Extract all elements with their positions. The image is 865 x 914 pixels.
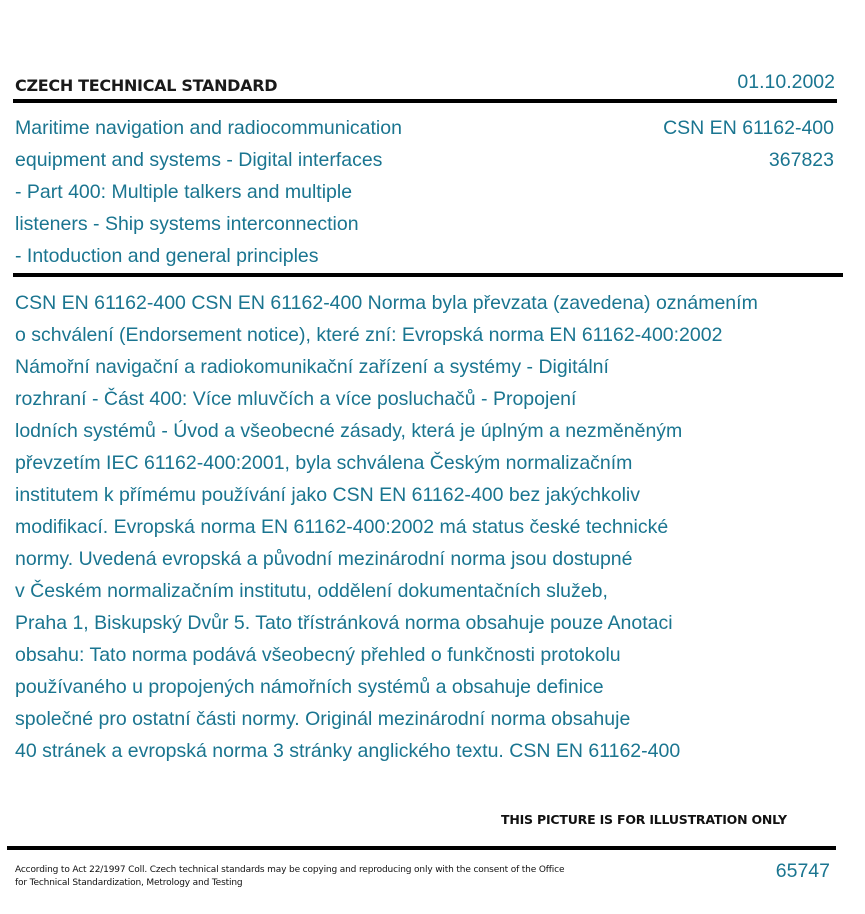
- body-line: používaného u propojených námořních systémů a obsahuje definice: [15, 676, 604, 698]
- legal-notice-line: for Technical Standardization, Metrology and Testing: [15, 878, 243, 888]
- title-line: equipment and systems - Digital interfaces: [15, 149, 383, 171]
- body-line: v Českém normalizačním institutu, oddělení dokumentačních služeb,: [15, 580, 608, 602]
- document-number: 65747: [775, 860, 830, 882]
- body-line: rozhraní - Část 400: Více mluvčích a více posluchačů - Propojení: [15, 388, 577, 410]
- body-line: převzetím IEC 61162-400:2001, byla schválena Českým normalizačním: [15, 452, 633, 474]
- illustration-disclaimer: THIS PICTURE IS FOR ILLUSTRATION ONLY: [501, 812, 787, 827]
- title-divider: [13, 273, 843, 277]
- body-line: o schválení (Endorsement notice), které zní: Evropská norma EN 61162-400:2002: [15, 324, 723, 346]
- body-line: Praha 1, Biskupský Dvůr 5. Tato třístránková norma obsahuje pouze Anotaci: [15, 612, 673, 634]
- header-divider: [13, 99, 837, 103]
- title-line: - Part 400: Multiple talkers and multiple: [15, 181, 353, 203]
- body-line: Námořní navigační a radiokomunikační zařízení a systémy - Digitální: [15, 356, 609, 378]
- body-line: normy. Uvedená evropská a původní mezinárodní norma jsou dostupné: [15, 548, 633, 570]
- legal-notice-line: According to Act 22/1997 Coll. Czech technical standards may be copying and reproducing only with the consent of the Office: [15, 865, 565, 875]
- standard-code: CSN EN 61162-400: [663, 117, 834, 139]
- body-line: modifikací. Evropská norma EN 61162-400:2002 má status české technické: [15, 516, 669, 538]
- title-line: Maritime navigation and radiocommunication: [15, 117, 402, 139]
- issue-date: 01.10.2002: [737, 71, 835, 93]
- body-line: obsahu: Tato norma podává všeobecný přehled o funkčnosti protokolu: [15, 644, 621, 666]
- footer-divider: [7, 846, 836, 850]
- catalog-number: 367823: [768, 149, 834, 171]
- body-line: institutem k přímému používání jako CSN EN 61162-400 bez jakýchkoliv: [15, 484, 641, 506]
- body-line: společné pro ostatní části normy. Originál mezinárodní norma obsahuje: [15, 708, 631, 730]
- document-type-label: CZECH TECHNICAL STANDARD: [15, 76, 278, 95]
- body-line: CSN EN 61162-400 CSN EN 61162-400 Norma byla převzata (zavedena) oznámením: [15, 292, 758, 314]
- body-line: lodních systémů - Úvod a všeobecné zásady, která je úplným a nezměněným: [15, 420, 683, 442]
- body-line: 40 stránek a evropská norma 3 stránky anglického textu. CSN EN 61162-400: [15, 740, 681, 762]
- title-line: listeners - Ship systems interconnection: [15, 213, 359, 235]
- title-line: - Intoduction and general principles: [15, 245, 319, 267]
